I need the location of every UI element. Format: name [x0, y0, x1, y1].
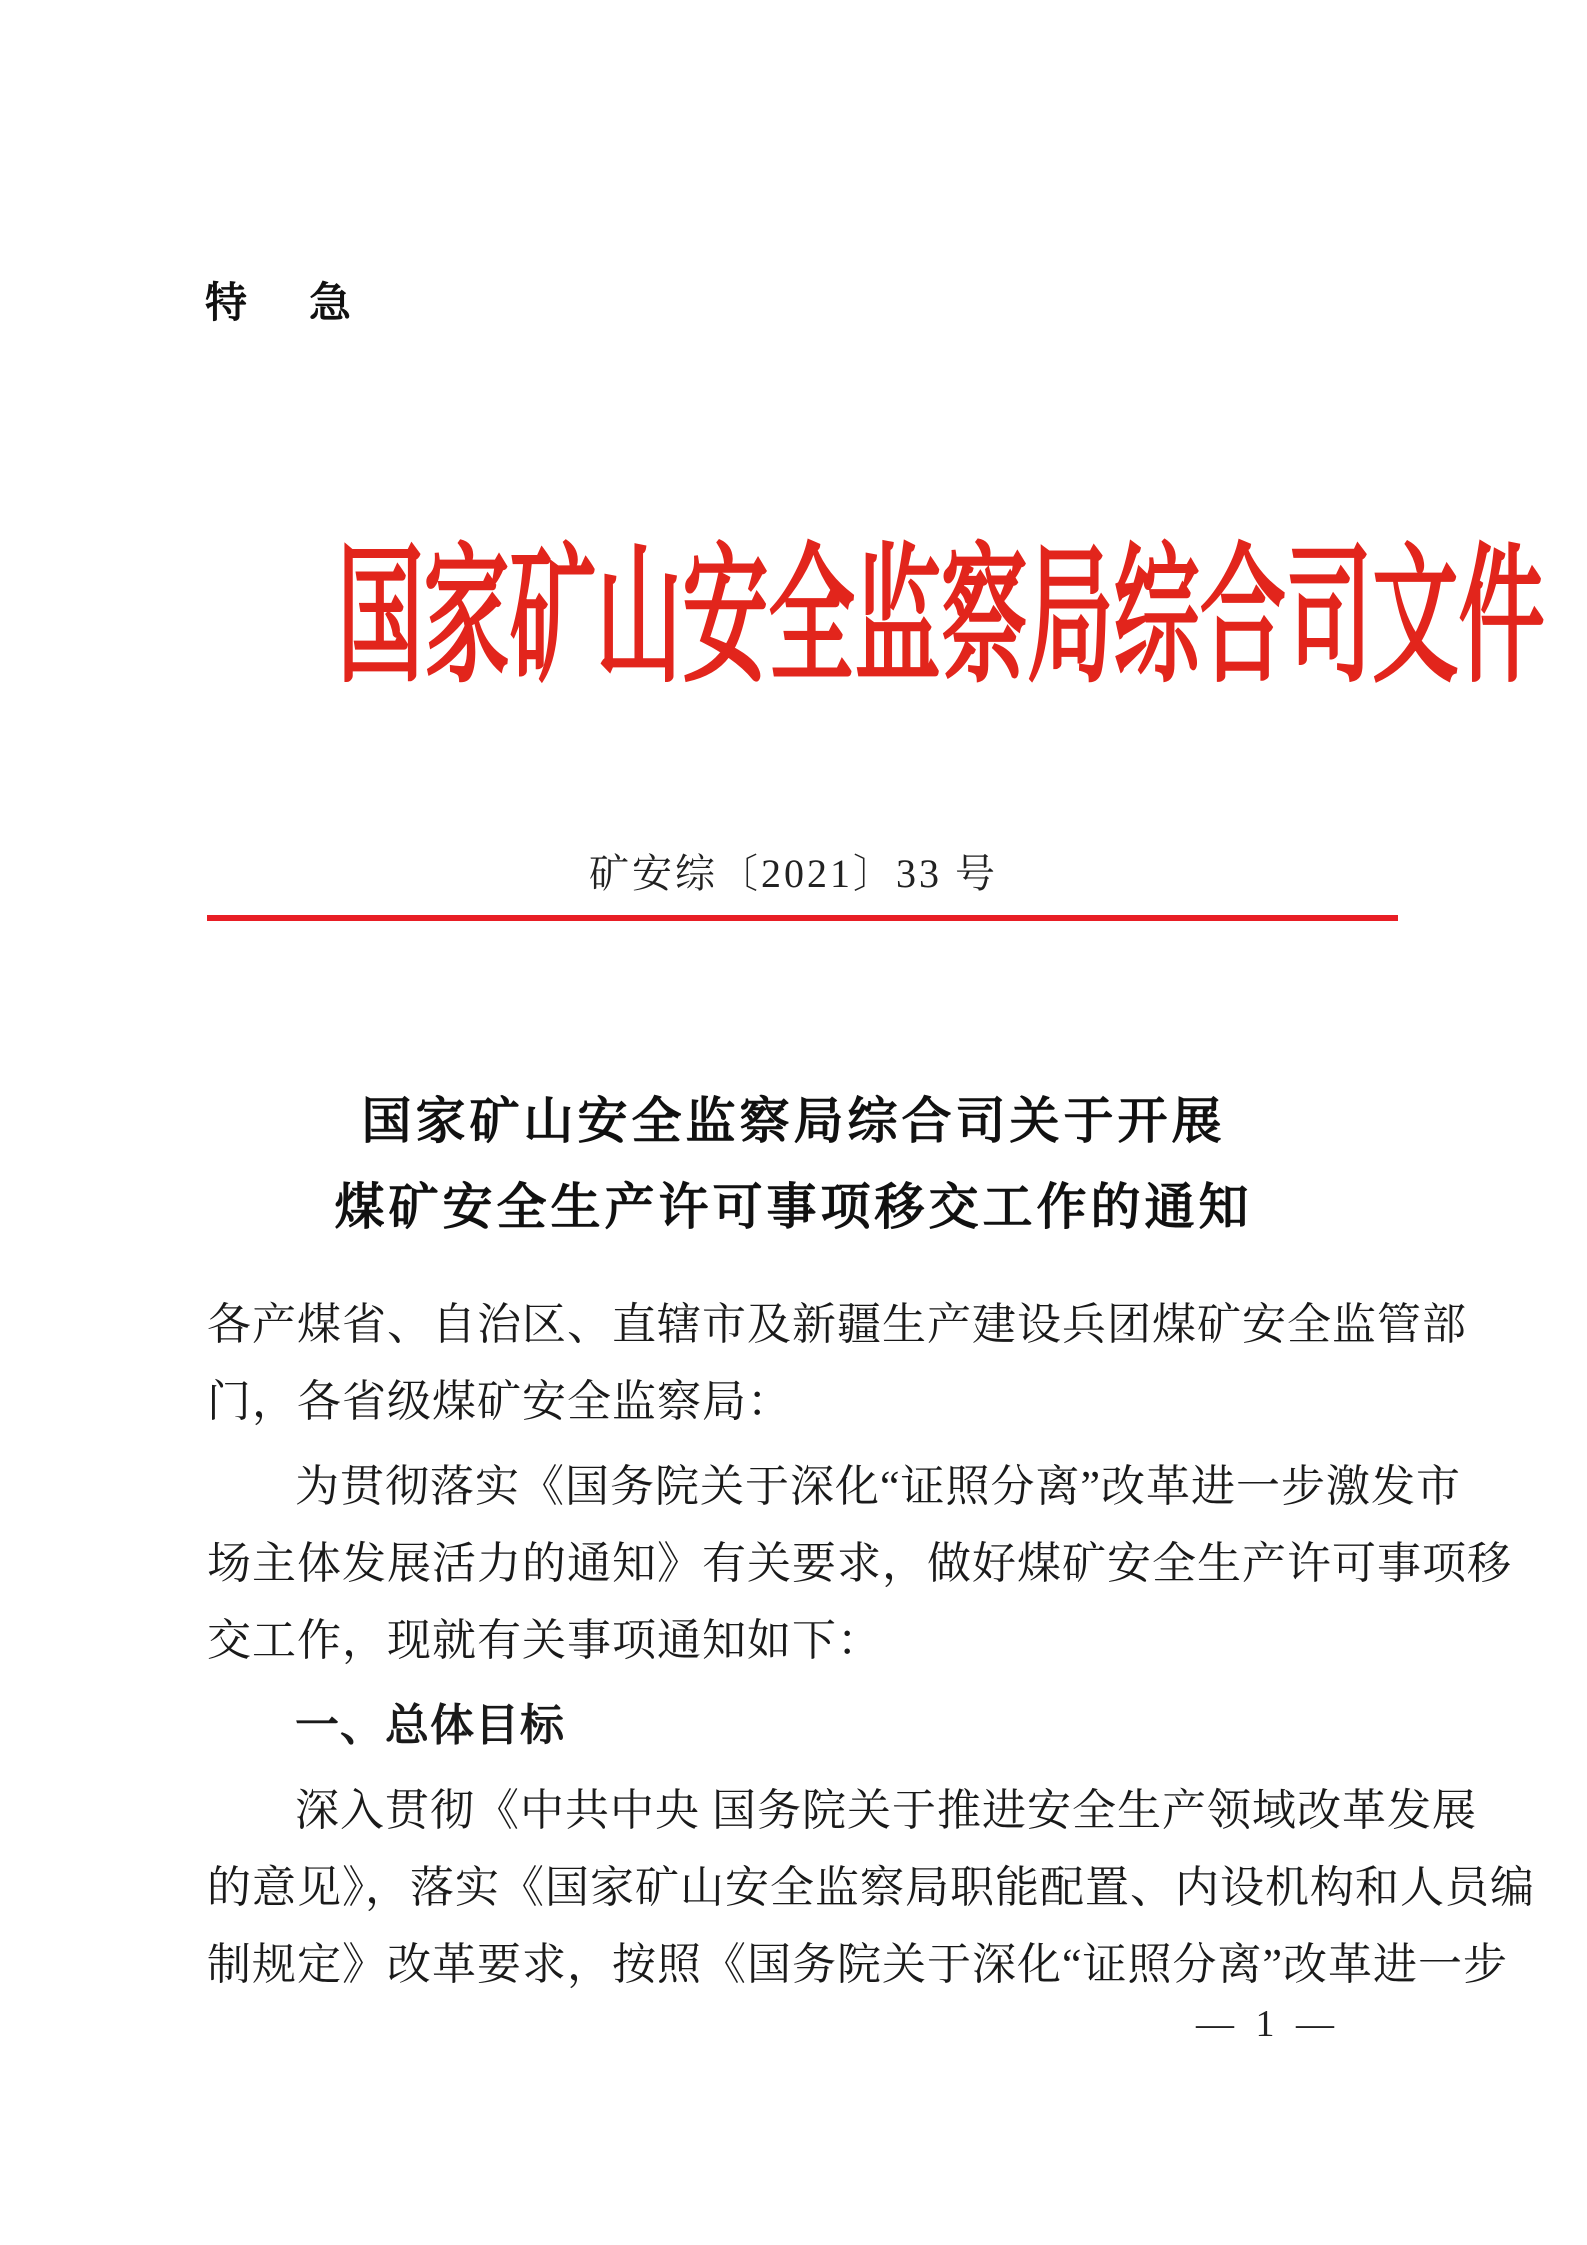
paragraph-line: 为贯彻落实《国务院关于深化“证照分离”改革进一步激发市 — [295, 1462, 1462, 1511]
paragraph-line: 制规定》改革要求，按照《国务院关于深化“证照分离”改革进一步 — [207, 1940, 1509, 1989]
paragraph-line: 深入贯彻《中共中央 国务院关于推进安全生产领域改革发展 — [295, 1786, 1477, 1835]
urgency-label: 特 急 — [205, 278, 362, 327]
section-heading-overall-goals: 一、总体目标 — [295, 1700, 565, 1751]
document-body — [207, 1286, 1535, 2003]
salutation-line: 门，各省级煤矿安全监察局： — [207, 1377, 792, 1426]
body-paragraph-1 — [207, 1448, 1512, 1679]
document-number: 矿安综〔2021〕33 号 — [589, 851, 998, 896]
notice-title — [0, 1078, 1587, 1250]
red-separator-rule — [207, 915, 1398, 921]
salutation-paragraph — [207, 1286, 1467, 1440]
paragraph-line: 场主体发展活力的通知》有关要求，做好煤矿安全生产许可事项移 — [207, 1539, 1512, 1588]
paragraph-line: 的意见》，落实《国家矿山安全监察局职能配置、内设机构和人员编 — [207, 1863, 1535, 1912]
notice-title-line2: 煤矿安全生产许可事项移交工作的通知 — [334, 1178, 1253, 1236]
page-number: — 1 — — [1196, 2003, 1340, 2045]
masthead-title: 国家矿山安全监察局综合司文件 — [337, 535, 1545, 701]
body-paragraph-2 — [207, 1772, 1535, 2003]
salutation-line: 各产煤省、自治区、直辖市及新疆生产建设兵团煤矿安全监管部 — [207, 1300, 1467, 1349]
notice-title-line1: 国家矿山安全监察局综合司关于开展 — [361, 1092, 1226, 1150]
paragraph-line: 交工作，现就有关事项通知如下： — [207, 1616, 882, 1665]
